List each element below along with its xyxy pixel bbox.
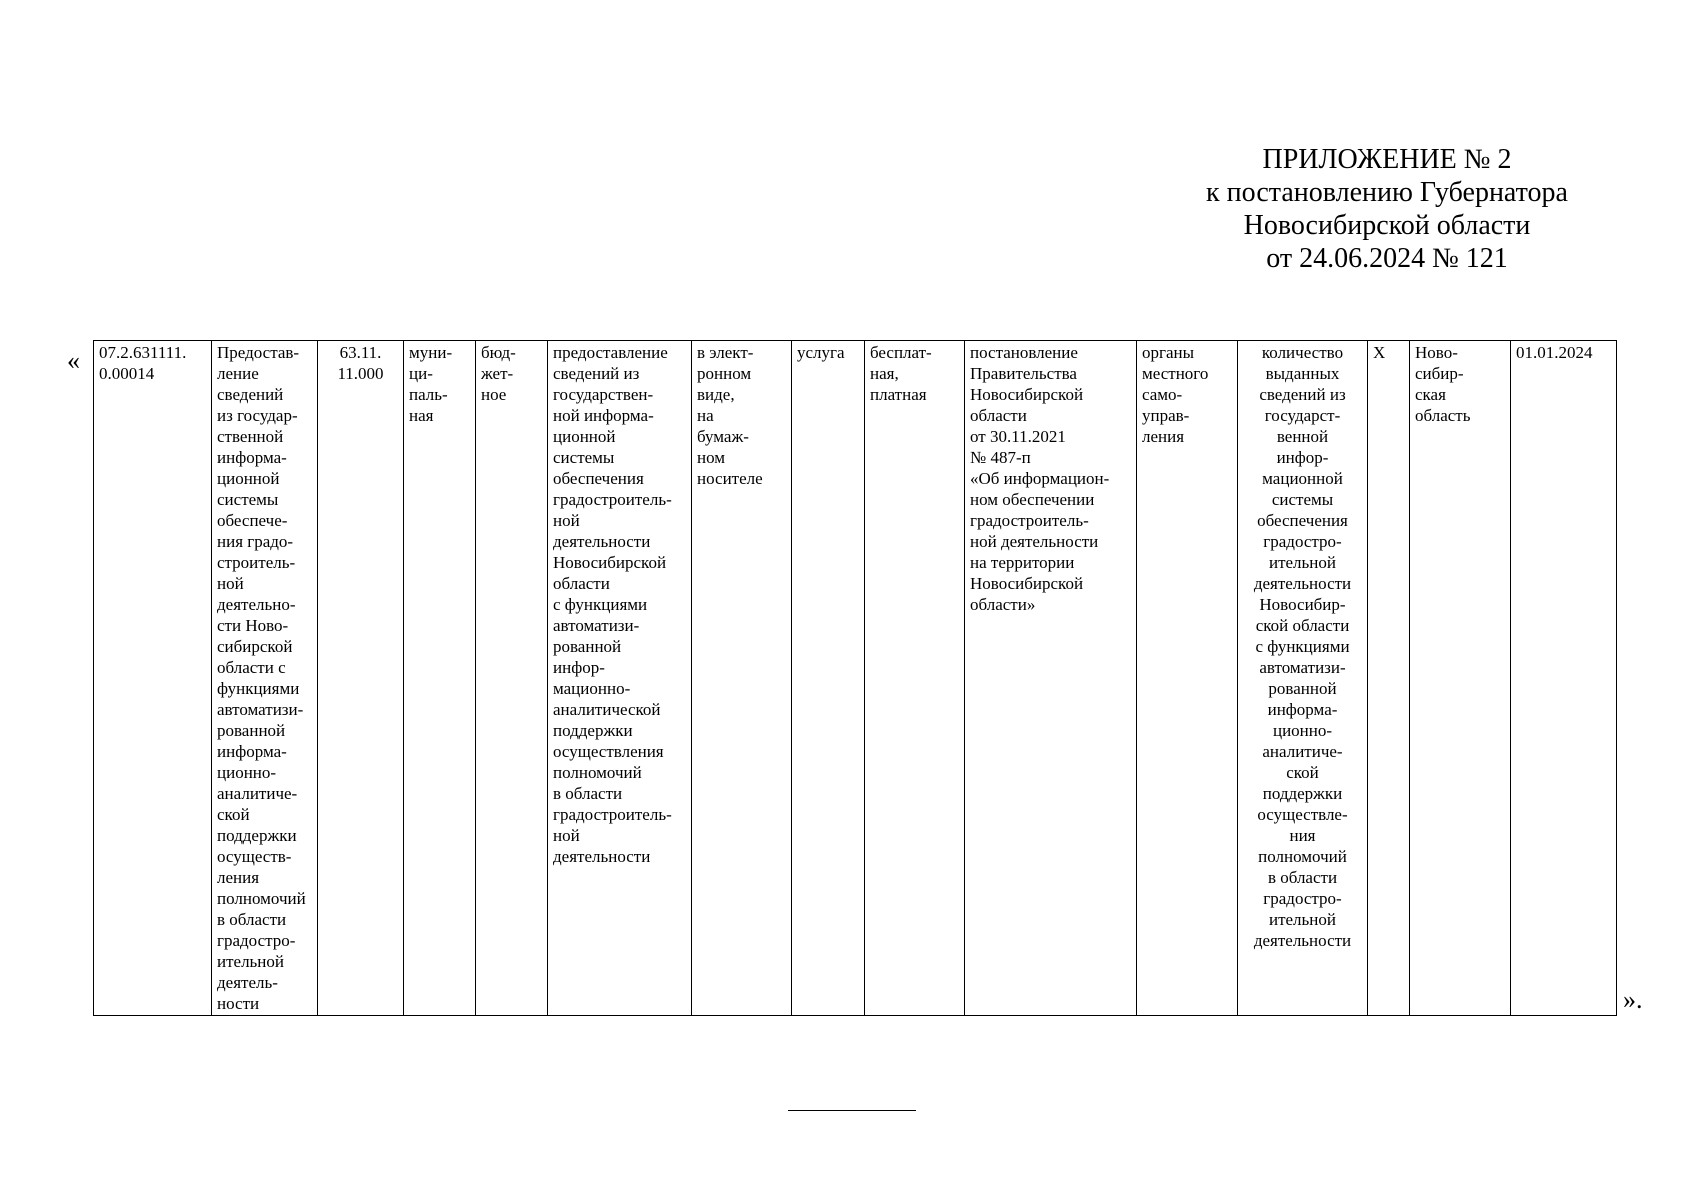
cell-legal-basis: постановление Правительства Новосибирской области от 30.11.2021 № 487-п «Об информацион- ном обеспечении градостроитель- ной деятельности на территории Новосибирской области» [965, 341, 1137, 1016]
cell-okved: 63.11. 11.000 [318, 341, 404, 1016]
closing-quote: ». [1623, 985, 1643, 1014]
cell-form: в элект- ронном виде, на бумаж- ном носителе [692, 341, 792, 1016]
cell-level: муни- ци- паль- ная [404, 341, 476, 1016]
end-divider [788, 1110, 916, 1111]
cell-institution-type: бюд- жет- ное [476, 341, 548, 1016]
cell-code: 07.2.631111. 0.00014 [94, 341, 212, 1016]
cell-x: Х [1368, 341, 1410, 1016]
cell-payment: бесплат- ная, платная [865, 341, 965, 1016]
cell-service-name: Предостав- ление сведений из государ- ственной информа- ционной системы обеспече- ния градо- строитель- ной деятельно- сти Ново- сибирской области с функциями автоматизи- рованной информа- ционно- аналитиче- ской поддержки осуществ- ления полномочий в области градостро- ительной деятель- ности [212, 341, 318, 1016]
appendix-title: ПРИЛОЖЕНИЕ № 2 [1262, 144, 1512, 175]
opening-quote: « [67, 346, 80, 375]
cell-content: предоставление сведений из государствен- ной информа- ционной системы обеспечения градостроитель- ной деятельности Новосибирской области с функциями автоматизи- рованной инфор- мационно- аналитической поддержки осуществления полномочий в области градостроитель- ной деятельности [548, 341, 692, 1016]
cell-providers: органы местного само- управ- ления [1137, 341, 1238, 1016]
appendix-region: Новосибирской области [1243, 210, 1531, 241]
appendix-subtitle: к постановлению Губернатора [1206, 177, 1568, 208]
appendix-header [1177, 143, 1597, 275]
cell-territory: Ново- сибир- ская область [1410, 341, 1511, 1016]
cell-type: услуга [792, 341, 865, 1016]
table-row [94, 341, 1617, 1016]
cell-date: 01.01.2024 [1511, 341, 1617, 1016]
cell-indicator: количество выданных сведений из государст- венной инфор- мационной системы обеспечения градостро- ительной деятельности Новосибир- ской области с функциями автоматизи- рованной информа- ционно- аналитиче- ской поддержки осуществле- ния полномочий в области градостро- ительной деятельности [1238, 341, 1368, 1016]
appendix-date-number: от 24.06.2024 № 121 [1266, 243, 1508, 274]
registry-table [93, 340, 1617, 1016]
